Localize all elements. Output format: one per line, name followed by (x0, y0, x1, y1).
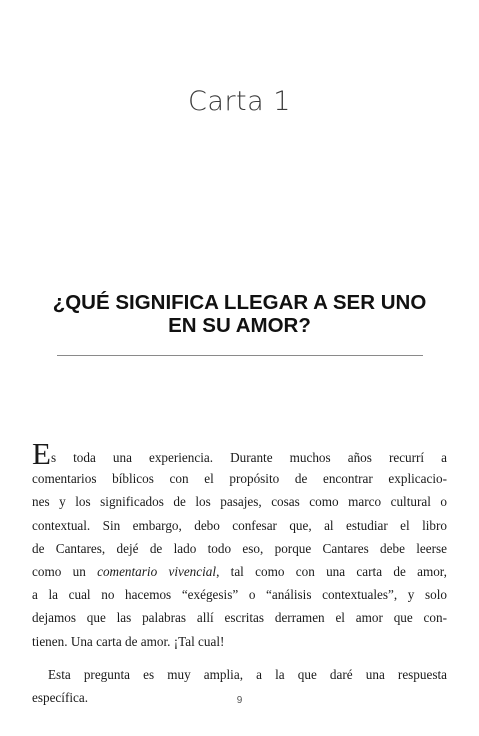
text-line (32, 436, 447, 471)
title-divider (57, 355, 423, 356)
text-line: nes y los significados de los pasajes, cosas como marco cultural o (32, 494, 447, 510)
paragraph-1 (32, 436, 447, 653)
text-line (32, 560, 447, 583)
text-line: tienen. Una carta de amor. ¡Tal cual! (32, 633, 225, 649)
chapter-title (40, 291, 439, 337)
paragraph-gap (32, 653, 447, 663)
chapter-title-line-1: ¿QUÉ SIGNIFICA LLEGAR A SER UNO (52, 291, 427, 314)
text-line: comentarios bíblicos con el propósito de encontrar explicacio- (32, 471, 447, 487)
chapter-title-line-2: EN SU AMOR? (168, 314, 311, 337)
text-line: de Cantares, dejé de lado todo eso, porque Cantares debe leerse (32, 540, 447, 556)
text-segment: , tal como con una carta de amor, (216, 563, 447, 579)
drop-cap: E (32, 436, 51, 471)
chapter-label: Carta 1 (188, 86, 291, 117)
text-line: a la cual no hacemos “exégesis” o “análisis contextuales”, y solo (32, 587, 447, 603)
text-segment: como un (32, 563, 98, 579)
text-line-content: s toda una experiencia. Durante muchos años recurrí a (50, 450, 447, 465)
text-line: dejamos que las palabras allí escritas derramen el amor que con- (32, 610, 447, 626)
text-line: Esta pregunta es muy amplia, a la que daré una respuesta (48, 666, 447, 682)
page-number: 9 (236, 695, 243, 706)
body-text (32, 436, 447, 709)
text-line: contextual. Sin embargo, debo confesar que, al estudiar el libro (32, 517, 447, 533)
italic-term: comentario vivencial (97, 563, 217, 579)
text-line: específica. (32, 689, 89, 705)
